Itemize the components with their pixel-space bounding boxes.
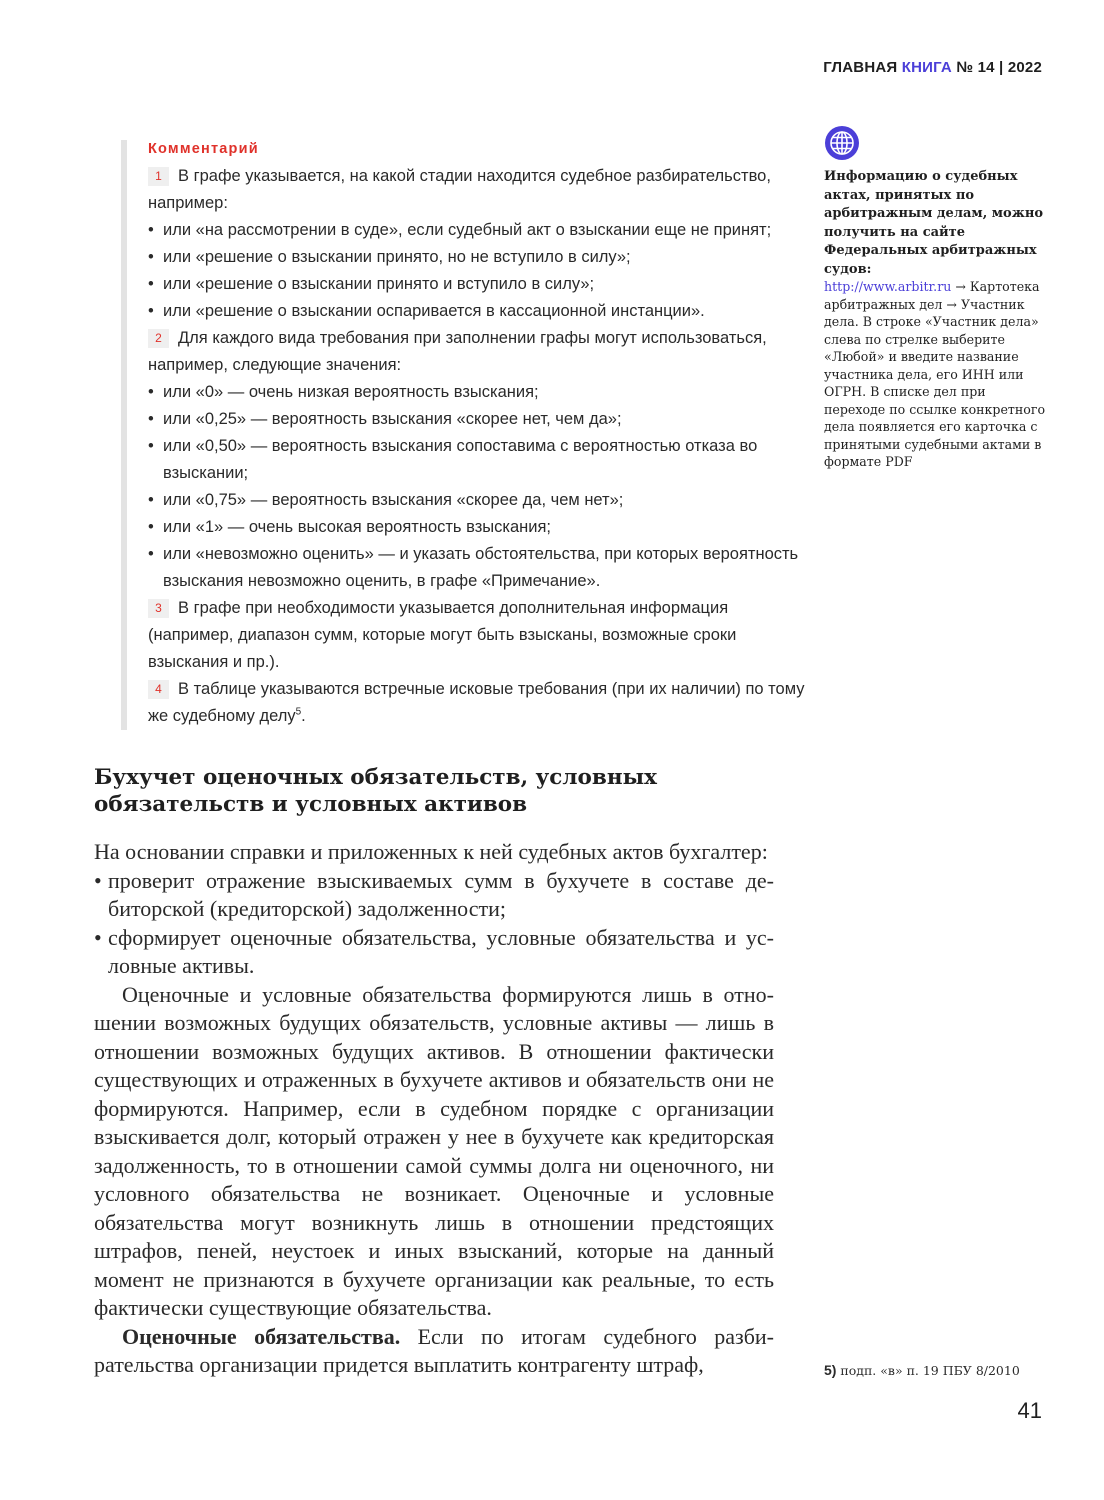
list-item: • или «на рассмотрении в суде», если судебный акт о взыскании еще не принят; xyxy=(148,217,808,244)
footnote-text: подп. «в» п. 19 ПБУ 8/2010 xyxy=(836,1363,1020,1378)
globe-icon xyxy=(824,125,860,161)
footnote xyxy=(824,1362,1020,1378)
section-title: Бухучет оценочных обязательств, условных обязательств и условных активов xyxy=(94,765,657,817)
brand-name-accent: КНИГА xyxy=(901,59,952,76)
list-item: • или «0,50» — вероятность взыскания сопоставима с вероятностью отказа во взыскании; xyxy=(148,433,808,487)
comment-bullet-list xyxy=(148,379,808,595)
body-paragraph: Оценочные и условные обязательства формируются лишь в отношении возможных будущих обязательств, условные активы — лишь в отношении возможных будущих активов. В отношении фактически существующих и отраженных в бухучете активов и обязательств они не формируются. Например, если в судебном порядке с организации взыскивается долг, который отражен у нее в бухучете как кредиторская задолженность, то в отношении самой суммы долга ни оценочного, ни условного обязательства не возникает. Оценочные и условные обязательства могут возникнуть лишь в отношении предстоящих штрафов, пеней, неустоек и иных взысканий, которые на данный момент не признаются в бухучете организации как реальные, то есть фактически существующие обязательства. xyxy=(94,981,774,1320)
comment-item-text: В таблице указываются встречные исковые требования (при их наличии) по тому же судебному делу xyxy=(148,680,805,725)
comment-item xyxy=(148,325,808,379)
list-item: • или «0,75» — вероятность взыскания «скорее да, чем нет»; xyxy=(148,487,808,514)
comment-item-text-end: . xyxy=(301,707,306,725)
list-item: • проверит отражение взыскиваемых сумм в бухучете в составе дебиторской (кредиторской) задолженности; xyxy=(94,867,774,924)
footnote-number: 5) xyxy=(824,1362,837,1378)
list-item: • или «решение о взыскании принято, но не вступило в силу»; xyxy=(148,244,808,271)
list-item: • или «0» — очень низкая вероятность взыскания; xyxy=(148,379,808,406)
list-item: • сформирует оценочные обязательства, условные обязательства и условные активы. xyxy=(94,924,774,981)
sidebar-body: → Картотека арбитражных дел → Участник дела. В строке «Участник дела» слева по стрелке выберите «Любой» и введите название участника дела, его ИНН или ОГРН. В списке дел при переходе по ссылке конкретного дела появляется его карточка с принятыми судебными актами в формате PDF xyxy=(824,279,1046,469)
paragraph-text: Если по итогам судебного разбирательства организации придется выплатить контрагенту штраф, xyxy=(94,1323,774,1377)
comment-item-text: В графе указывается, на какой стадии находится судебное разбирательство, например: xyxy=(148,167,771,212)
comment-item-number: 4 xyxy=(148,680,169,699)
page-number: 41 xyxy=(1017,1398,1042,1423)
arbitr-link[interactable]: http://www.arbitr.ru xyxy=(824,279,952,294)
intro-paragraph: На основании справки и приложенных к ней судебных актов бухгалтер: xyxy=(94,839,768,864)
list-item: • или «невозможно оценить» — и указать обстоятельства, при которых вероятность взыскания невозможно оценить, в графе «Примечание». xyxy=(148,541,808,595)
paragraph-lead: Оценочные обязательства. xyxy=(122,1323,401,1349)
main-bullet-list xyxy=(94,867,774,981)
comment-title: Комментарий xyxy=(148,141,259,157)
sidebar-lead: Информацию о судебных актах, принятых по арбитражным делам, можно получить на сайте Федеральных арбитражных судов: xyxy=(824,169,1044,277)
comment-block xyxy=(121,140,808,730)
main-text xyxy=(94,838,774,1380)
list-item: • или «0,25» — вероятность взыскания «скорее нет, чем да»; xyxy=(148,406,808,433)
comment-item-number: 3 xyxy=(148,599,169,618)
issue-number: № 14 | 2022 xyxy=(956,59,1042,76)
comment-bullet-list xyxy=(148,217,808,325)
list-item: • или «решение о взыскании принято и вступило в силу»; xyxy=(148,271,808,298)
list-item: • или «решение о взыскании оспаривается в кассационной инстанции». xyxy=(148,298,808,325)
comment-item xyxy=(148,676,808,730)
comment-item xyxy=(148,595,808,676)
list-item: • или «1» — очень высокая вероятность взыскания; xyxy=(148,514,808,541)
comment-item-number: 2 xyxy=(148,329,169,348)
comment-item-text: В графе при необходимости указывается дополнительная информация (например, диапазон сумм, которые могут быть взысканы, возможные сроки взыскания и пр.). xyxy=(148,599,737,671)
brand-name: ГЛАВНАЯ xyxy=(823,59,898,76)
sidebar-note xyxy=(824,167,1046,471)
comment-item-number: 1 xyxy=(148,167,169,186)
comment-item-text: Для каждого вида требования при заполнении графы могут использоваться, например, следующие значения: xyxy=(148,329,767,374)
comment-item xyxy=(148,163,808,217)
page-header xyxy=(823,59,1042,76)
footnote-reference[interactable]: 5 xyxy=(295,706,302,718)
body-paragraph xyxy=(94,1323,774,1380)
